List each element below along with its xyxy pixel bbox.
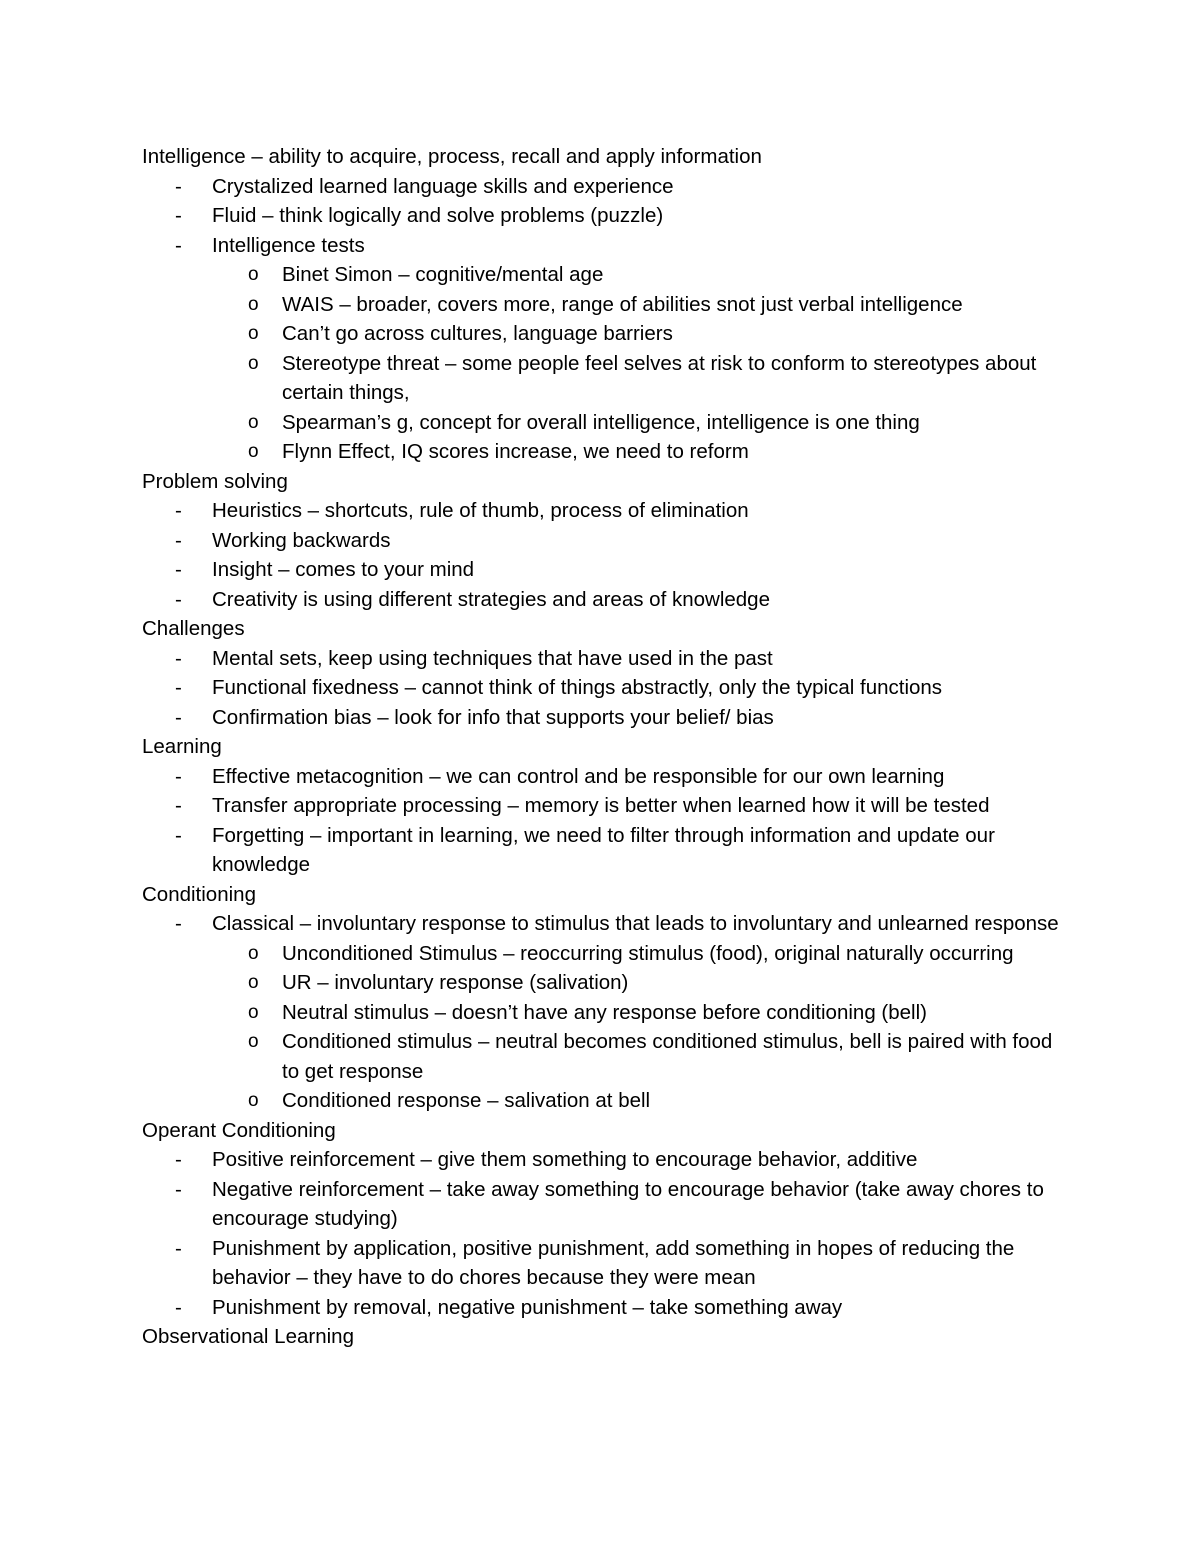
dash-bullet-icon: - — [175, 823, 182, 847]
dash-bullet-icon: - — [175, 204, 182, 227]
list-item-text: Mental sets, keep using techniques that have used in the past — [212, 646, 773, 670]
dash-bullet-icon: - — [175, 1177, 182, 1201]
dash-bullet-icon: - — [175, 646, 182, 670]
list-item — [142, 1175, 1072, 1234]
dash-bullet-icon: - — [175, 705, 182, 729]
sub-list-item-text: Flynn Effect, IQ scores increase, we need to reform — [282, 440, 749, 463]
sub-list-item — [142, 290, 1072, 320]
sub-list-item-text: Unconditioned Stimulus – reoccurring stimulus (food), original naturally occurring — [282, 941, 1014, 965]
sub-list-item — [142, 998, 1072, 1028]
section-heading — [142, 880, 1072, 910]
list-item-text: Confirmation bias – look for info that supports your belief/ bias — [212, 705, 774, 729]
sub-list-item — [142, 1027, 1072, 1086]
sub-list-item — [142, 968, 1072, 998]
section-heading-text: Problem solving — [142, 469, 288, 493]
list-item — [142, 1145, 1072, 1175]
list-item-text: Punishment by application, positive punishment, add something in hopes of reducing the behavior – they have to do chores because they were mean — [212, 1236, 1015, 1289]
list-item-text: Negative reinforcement – take away something to encourage behavior (take away chores to encourage studying) — [212, 1177, 1044, 1230]
sub-list-item — [142, 437, 1072, 467]
section-heading-text: Operant Conditioning — [142, 1118, 336, 1142]
section-heading-text: Challenges — [142, 617, 245, 640]
list-item-text: Fluid – think logically and solve problems (puzzle) — [212, 204, 664, 227]
dash-bullet-icon: - — [175, 499, 182, 522]
dash-bullet-icon: - — [175, 1295, 182, 1319]
list-item — [142, 231, 1072, 261]
list-item — [142, 821, 1072, 880]
section-heading — [142, 1116, 1072, 1146]
sub-list-item — [142, 260, 1072, 290]
list-item — [142, 644, 1072, 674]
section-heading-text: Conditioning — [142, 882, 256, 906]
section-heading — [142, 1322, 1072, 1352]
list-item — [142, 201, 1072, 231]
list-item-text: Forgetting – important in learning, we need to filter through information and update our knowledge — [212, 823, 995, 876]
list-item — [142, 1293, 1072, 1323]
circle-bullet-icon: o — [248, 293, 259, 315]
circle-bullet-icon: o — [248, 1001, 259, 1023]
list-item-text: Functional fixedness – cannot think of things abstractly, only the typical functions — [212, 676, 943, 699]
dash-bullet-icon: - — [175, 794, 182, 817]
dash-bullet-icon: - — [175, 764, 182, 788]
list-item-text: Classical – involuntary response to stimulus that leads to involuntary and unlearned response — [212, 912, 1059, 935]
sub-list-item — [142, 319, 1072, 349]
sub-list-item-text: WAIS – broader, covers more, range of abilities snot just verbal intelligence — [282, 292, 963, 316]
list-item — [142, 585, 1072, 615]
list-item — [142, 762, 1072, 792]
sub-list-item-text: Spearman’s g, concept for overall intelligence, intelligence is one thing — [282, 410, 920, 434]
list-item-text: Positive reinforcement – give them something to encourage behavior, additive — [212, 1148, 918, 1171]
sub-list-item-text: Neutral stimulus – doesn’t have any response before conditioning (bell) — [282, 1000, 927, 1024]
sub-list-item-text: Can’t go across cultures, language barriers — [282, 322, 673, 345]
circle-bullet-icon: o — [248, 942, 259, 964]
list-item — [142, 703, 1072, 733]
list-item-text: Crystalized learned language skills and experience — [212, 174, 674, 198]
section-heading-text: Intelligence – ability to acquire, process, recall and apply information — [142, 145, 762, 168]
dash-bullet-icon: - — [175, 558, 182, 581]
section-heading — [142, 467, 1072, 497]
list-item — [142, 791, 1072, 821]
list-item-text: Insight – comes to your mind — [212, 558, 475, 581]
section-heading — [142, 142, 1072, 172]
section-heading — [142, 732, 1072, 762]
circle-bullet-icon: o — [248, 411, 259, 433]
dash-bullet-icon: - — [175, 233, 182, 257]
list-item-text: Transfer appropriate processing – memory is better when learned how it will be tested — [212, 794, 990, 817]
notes-body — [142, 142, 1072, 1352]
dash-bullet-icon: - — [175, 676, 182, 699]
sub-list-item — [142, 1086, 1072, 1116]
circle-bullet-icon: o — [248, 972, 259, 993]
circle-bullet-icon: o — [248, 323, 259, 344]
sub-list-item-text: Stereotype threat – some people feel selves at risk to conform to stereotypes about certain things, — [282, 351, 1037, 404]
circle-bullet-icon: o — [248, 264, 259, 285]
section-heading-text: Observational Learning — [142, 1325, 354, 1348]
circle-bullet-icon: o — [248, 352, 259, 374]
list-item — [142, 496, 1072, 526]
list-item-text: Creativity is using different strategies and areas of knowledge — [212, 587, 770, 611]
list-item — [142, 909, 1072, 939]
list-item-text: Effective metacognition – we can control and be responsible for our own learning — [212, 764, 945, 788]
sub-list-item — [142, 939, 1072, 969]
list-item — [142, 673, 1072, 703]
circle-bullet-icon: o — [248, 1031, 259, 1052]
list-item — [142, 172, 1072, 202]
dash-bullet-icon: - — [175, 912, 182, 935]
list-item — [142, 526, 1072, 556]
list-item-text: Punishment by removal, negative punishment – take something away — [212, 1295, 843, 1319]
circle-bullet-icon: o — [248, 441, 259, 462]
sub-list-item-text: Conditioned response – salivation at bell — [282, 1089, 651, 1112]
sub-list-item — [142, 408, 1072, 438]
list-item — [142, 555, 1072, 585]
section-heading — [142, 614, 1072, 644]
dash-bullet-icon: - — [175, 1236, 182, 1260]
dash-bullet-icon: - — [175, 528, 182, 552]
sub-list-item-text: Binet Simon – cognitive/mental age — [282, 263, 604, 286]
sub-list-item-text: Conditioned stimulus – neutral becomes conditioned stimulus, bell is paired with food to get response — [282, 1030, 1053, 1083]
sub-list-item-text: UR – involuntary response (salivation) — [282, 971, 629, 994]
list-item — [142, 1234, 1072, 1293]
list-item-text: Intelligence tests — [212, 233, 365, 257]
circle-bullet-icon: o — [248, 1090, 259, 1111]
dash-bullet-icon: - — [175, 1148, 182, 1171]
dash-bullet-icon: - — [175, 587, 182, 611]
section-heading-text: Learning — [142, 735, 222, 758]
sub-list-item — [142, 349, 1072, 408]
list-item-text: Working backwards — [212, 528, 391, 552]
list-item-text: Heuristics – shortcuts, rule of thumb, process of elimination — [212, 499, 749, 522]
dash-bullet-icon: - — [175, 174, 182, 198]
